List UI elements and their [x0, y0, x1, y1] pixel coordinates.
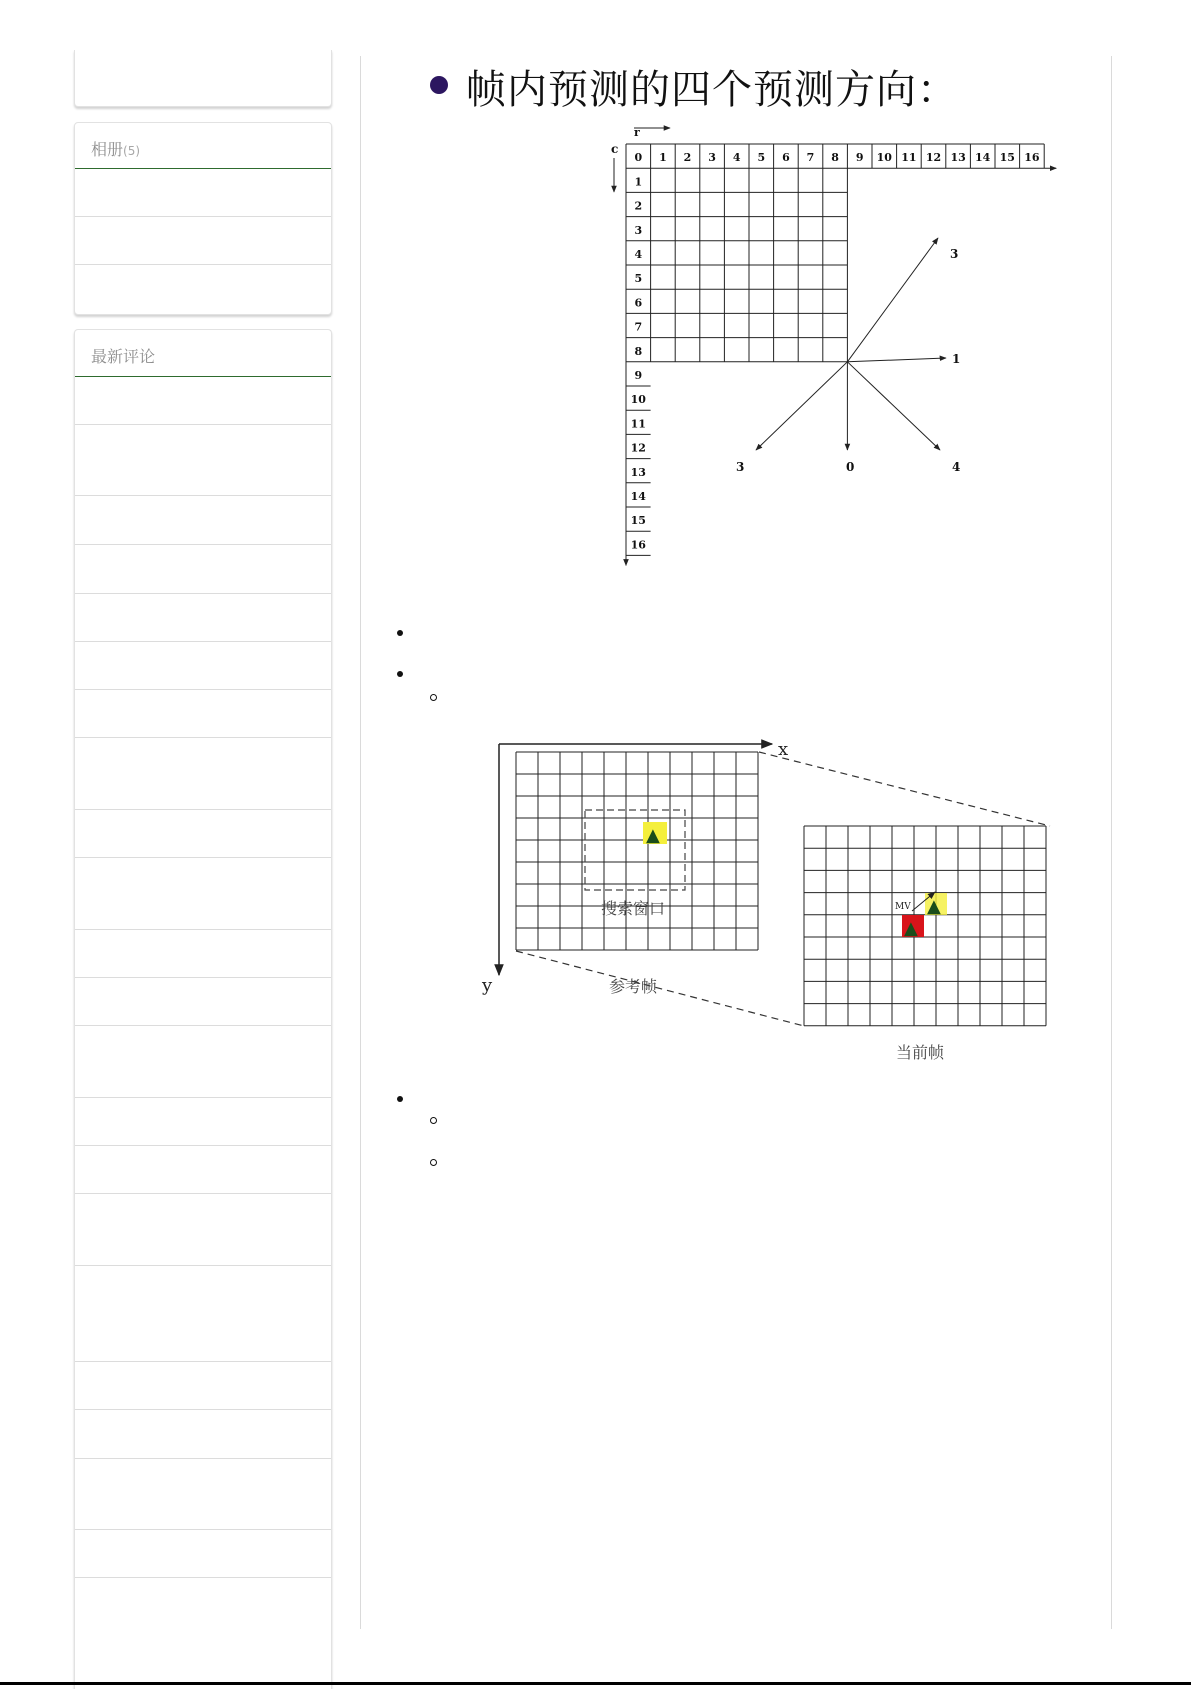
content-right-divider	[1111, 56, 1112, 1629]
reference-frame-grid	[516, 752, 758, 950]
direction-label-down: 0	[846, 460, 855, 474]
y-axis-label: y	[482, 975, 493, 996]
tree-icon: ▲	[646, 825, 660, 846]
motion-estimation-diagram	[470, 715, 1070, 1070]
column-tick-label: 16	[1024, 151, 1040, 165]
comment-item[interactable]	[75, 810, 331, 858]
row-tick-label: 12	[630, 441, 646, 455]
comment-item[interactable]	[75, 1266, 331, 1362]
comments-panel-header	[75, 330, 331, 377]
column-tick-label: 8	[831, 151, 839, 165]
comment-item[interactable]	[75, 1194, 331, 1266]
row-tick-label: 7	[634, 320, 643, 334]
list-sub-bullet	[430, 1117, 437, 1124]
direction-label-down-left: 3	[736, 460, 745, 474]
column-tick-label: 3	[708, 151, 716, 165]
album-item[interactable]	[75, 169, 331, 217]
comment-item[interactable]	[75, 1410, 331, 1459]
list-bullet	[397, 671, 403, 677]
row-tick-label: 1	[634, 175, 643, 189]
comment-item[interactable]	[75, 738, 331, 810]
comment-item[interactable]	[75, 1146, 331, 1194]
tree-icon: ▲	[927, 896, 941, 917]
row-tick-label: 2	[634, 199, 643, 213]
comment-item[interactable]	[75, 377, 331, 425]
row-tick-label: 11	[630, 417, 646, 431]
comments-panel	[74, 329, 332, 1689]
row-tick-label: 3	[634, 223, 643, 237]
comment-item[interactable]	[75, 690, 331, 738]
row-tick-label: 6	[634, 296, 643, 310]
current-frame-grid	[804, 826, 1046, 1026]
row-tick-label: 10	[630, 393, 646, 407]
comment-item[interactable]	[75, 425, 331, 496]
row-tick-label: 16	[630, 538, 646, 552]
column-tick-label: 4	[732, 151, 741, 165]
x-axis-label: x	[778, 739, 789, 760]
tree-icon: ▲	[904, 918, 918, 939]
comment-item[interactable]	[75, 930, 331, 978]
comment-item[interactable]	[75, 1459, 331, 1530]
intra-prediction-diagram	[600, 120, 1070, 570]
column-tick-label: 10	[876, 151, 892, 165]
comment-item[interactable]	[75, 858, 331, 930]
album-item[interactable]	[75, 217, 331, 265]
sidebar-right-divider	[360, 56, 361, 1629]
list-bullet	[397, 630, 403, 636]
list-sub-bullet	[430, 694, 437, 701]
row-tick-label: 4	[634, 248, 643, 261]
direction-label-up-right: 3	[950, 247, 959, 261]
row-tick-label: 9	[634, 369, 643, 382]
comments-title: 最新评论	[91, 347, 156, 366]
column-tick-label: 14	[975, 151, 991, 165]
reference-frame-label: 参考帧	[609, 977, 658, 996]
albums-panel	[74, 122, 332, 315]
column-tick-label: 15	[999, 151, 1015, 165]
mv-label: MV	[895, 902, 911, 912]
comment-item[interactable]	[75, 642, 331, 690]
row-tick-label: 13	[630, 465, 646, 479]
albums-count: (5)	[123, 144, 141, 158]
album-item[interactable]	[75, 265, 331, 313]
comment-item[interactable]	[75, 1530, 331, 1578]
comment-item[interactable]	[75, 1098, 331, 1146]
slide-title: 帧内预测的四个预测方向：	[466, 67, 958, 113]
column-tick-label: 6	[782, 151, 790, 165]
search-window-label: 搜索窗口	[601, 899, 666, 918]
comment-item[interactable]	[75, 978, 331, 1026]
y-axis-letter: c	[611, 142, 619, 156]
current-frame-label: 当前帧	[896, 1043, 945, 1062]
comment-item[interactable]	[75, 1362, 331, 1410]
list-bullet	[397, 1096, 403, 1102]
comment-item[interactable]	[75, 1578, 331, 1638]
albums-list	[75, 169, 331, 313]
x-axis-letter: r	[634, 126, 640, 139]
column-tick-label: 2	[683, 151, 692, 165]
column-tick-label: 11	[901, 151, 917, 165]
list-sub-bullet	[430, 1159, 437, 1166]
sidebar-panel-top	[74, 50, 332, 107]
row-tick-label: 15	[630, 514, 646, 528]
comments-list	[75, 377, 331, 1638]
column-tick-label: 0	[634, 151, 643, 165]
column-tick-label: 7	[806, 151, 815, 165]
comment-item[interactable]	[75, 594, 331, 642]
column-tick-label: 12	[925, 151, 942, 165]
comment-item[interactable]	[75, 545, 331, 594]
row-tick-label: 8	[634, 344, 643, 358]
row-tick-label: 5	[634, 272, 643, 286]
column-tick-label: 13	[950, 151, 966, 165]
comment-item[interactable]	[75, 1026, 331, 1098]
direction-label-right: 1	[952, 352, 961, 366]
column-tick-label: 5	[757, 151, 766, 165]
column-tick-label: 1	[659, 151, 667, 165]
direction-label-down-right: 4	[952, 460, 961, 474]
column-tick-label: 9	[855, 151, 864, 165]
albums-title: 相册	[91, 140, 124, 159]
title-bullet	[430, 76, 448, 94]
row-tick-label: 14	[630, 490, 646, 503]
comment-item[interactable]	[75, 496, 331, 545]
albums-panel-header	[75, 123, 331, 169]
